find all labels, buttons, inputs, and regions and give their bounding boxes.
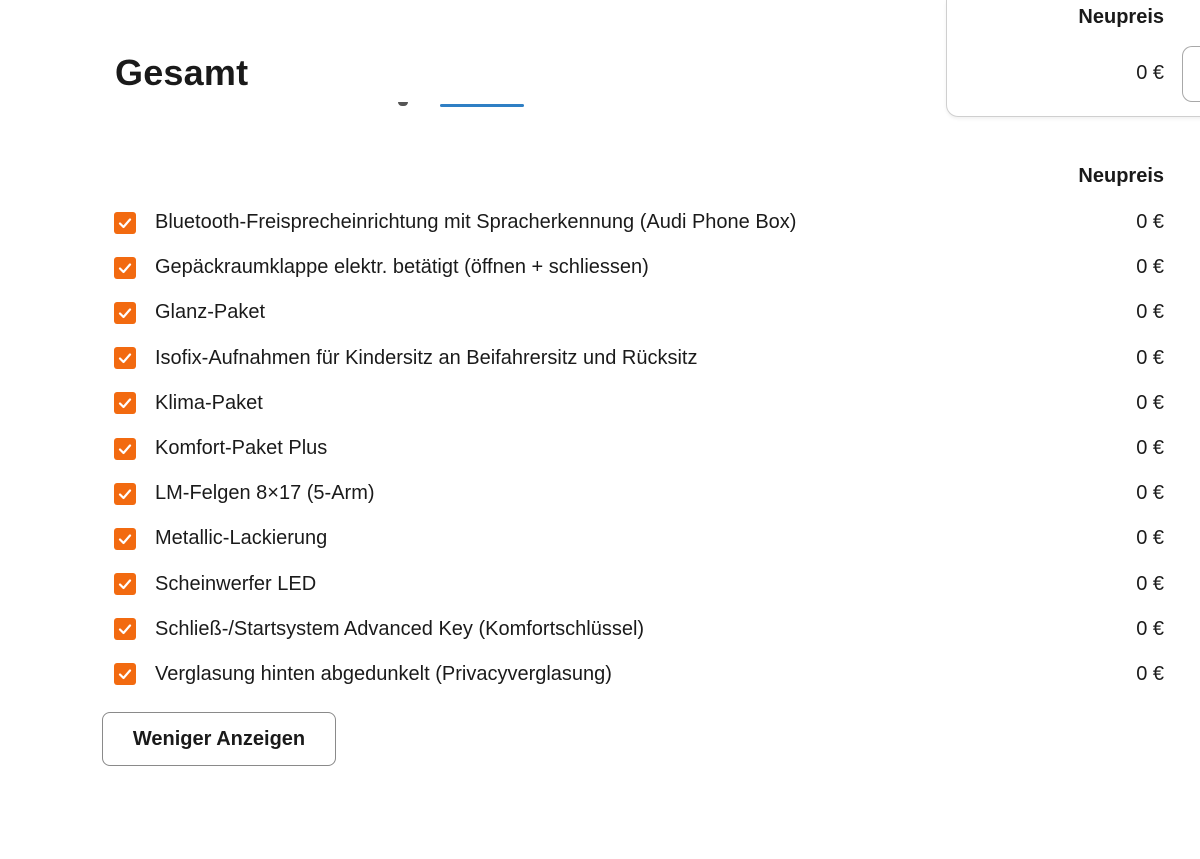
option-label: Verglasung hinten abgedunkelt (Privacyverglasung): [155, 662, 612, 685]
list-item: [114, 381, 1164, 426]
list-item: [114, 562, 1164, 607]
option-checkbox[interactable]: [114, 618, 136, 640]
checkmark-icon: [117, 215, 133, 231]
option-checkbox[interactable]: [114, 302, 136, 324]
option-price: 0 €: [1136, 301, 1164, 324]
option-price: 0 €: [1136, 346, 1164, 369]
option-label: Schließ-/Startsystem Advanced Key (Komfortschlüssel): [155, 617, 645, 640]
option-checkbox[interactable]: [114, 438, 136, 460]
active-tab-underline: [440, 104, 524, 107]
list-item: [114, 336, 1164, 381]
option-label: Glanz-Paket: [155, 301, 266, 324]
option-label: Scheinwerfer LED: [155, 572, 317, 595]
option-label: Klima-Paket: [155, 391, 263, 414]
options-column-header: Neupreis: [1078, 165, 1164, 187]
header-neupreis-label: Neupreis: [1078, 6, 1164, 28]
list-item: [114, 607, 1164, 652]
option-label: LM-Felgen 8×17 (5-Arm): [155, 482, 375, 505]
option-label: Isofix-Aufnahmen für Kindersitz an Beifahrersitz und Rücksitz: [155, 346, 698, 369]
option-label: Bluetooth-Freisprecheinrichtung mit Spracherkennung (Audi Phone Box): [155, 211, 797, 234]
total-title: Gesamt: [115, 52, 249, 93]
list-item: [114, 471, 1164, 516]
total-amount: 0 €: [1136, 62, 1164, 84]
checkmark-icon: [117, 621, 133, 637]
list-item: [114, 652, 1164, 697]
list-item: [114, 200, 1164, 245]
option-label: Metallic-Lackierung: [155, 527, 328, 550]
option-checkbox[interactable]: [114, 483, 136, 505]
list-item: [114, 290, 1164, 335]
checkmark-icon: [117, 576, 133, 592]
checkmark-icon: [117, 260, 133, 276]
option-price: 0 €: [1136, 256, 1164, 279]
option-price: 0 €: [1136, 211, 1164, 234]
checkmark-icon: [117, 350, 133, 366]
option-price: 0 €: [1136, 662, 1164, 685]
list-item: [114, 516, 1164, 561]
options-list: [114, 200, 1164, 697]
option-checkbox[interactable]: [114, 212, 136, 234]
checkmark-icon: [117, 441, 133, 457]
option-checkbox[interactable]: [114, 528, 136, 550]
option-checkbox[interactable]: [114, 347, 136, 369]
checkmark-icon: [117, 486, 133, 502]
option-checkbox[interactable]: [114, 573, 136, 595]
show-less-button[interactable]: Weniger Anzeigen: [102, 712, 336, 766]
list-item: [114, 245, 1164, 290]
side-action-button[interactable]: [1182, 46, 1200, 102]
option-label: Komfort-Paket Plus: [155, 437, 328, 460]
checkmark-icon: [117, 395, 133, 411]
checkmark-icon: [117, 305, 133, 321]
scrolled-tab-fragment: [398, 102, 408, 106]
option-price: 0 €: [1136, 572, 1164, 595]
option-checkbox[interactable]: [114, 392, 136, 414]
option-price: 0 €: [1136, 391, 1164, 414]
checkmark-icon: [117, 666, 133, 682]
option-price: 0 €: [1136, 527, 1164, 550]
option-label: Gepäckraumklappe elektr. betätigt (öffnen + schliessen): [155, 256, 649, 279]
option-checkbox[interactable]: [114, 663, 136, 685]
option-price: 0 €: [1136, 617, 1164, 640]
list-item: [114, 426, 1164, 471]
checkmark-icon: [117, 531, 133, 547]
option-price: 0 €: [1136, 437, 1164, 460]
option-checkbox[interactable]: [114, 257, 136, 279]
option-price: 0 €: [1136, 482, 1164, 505]
